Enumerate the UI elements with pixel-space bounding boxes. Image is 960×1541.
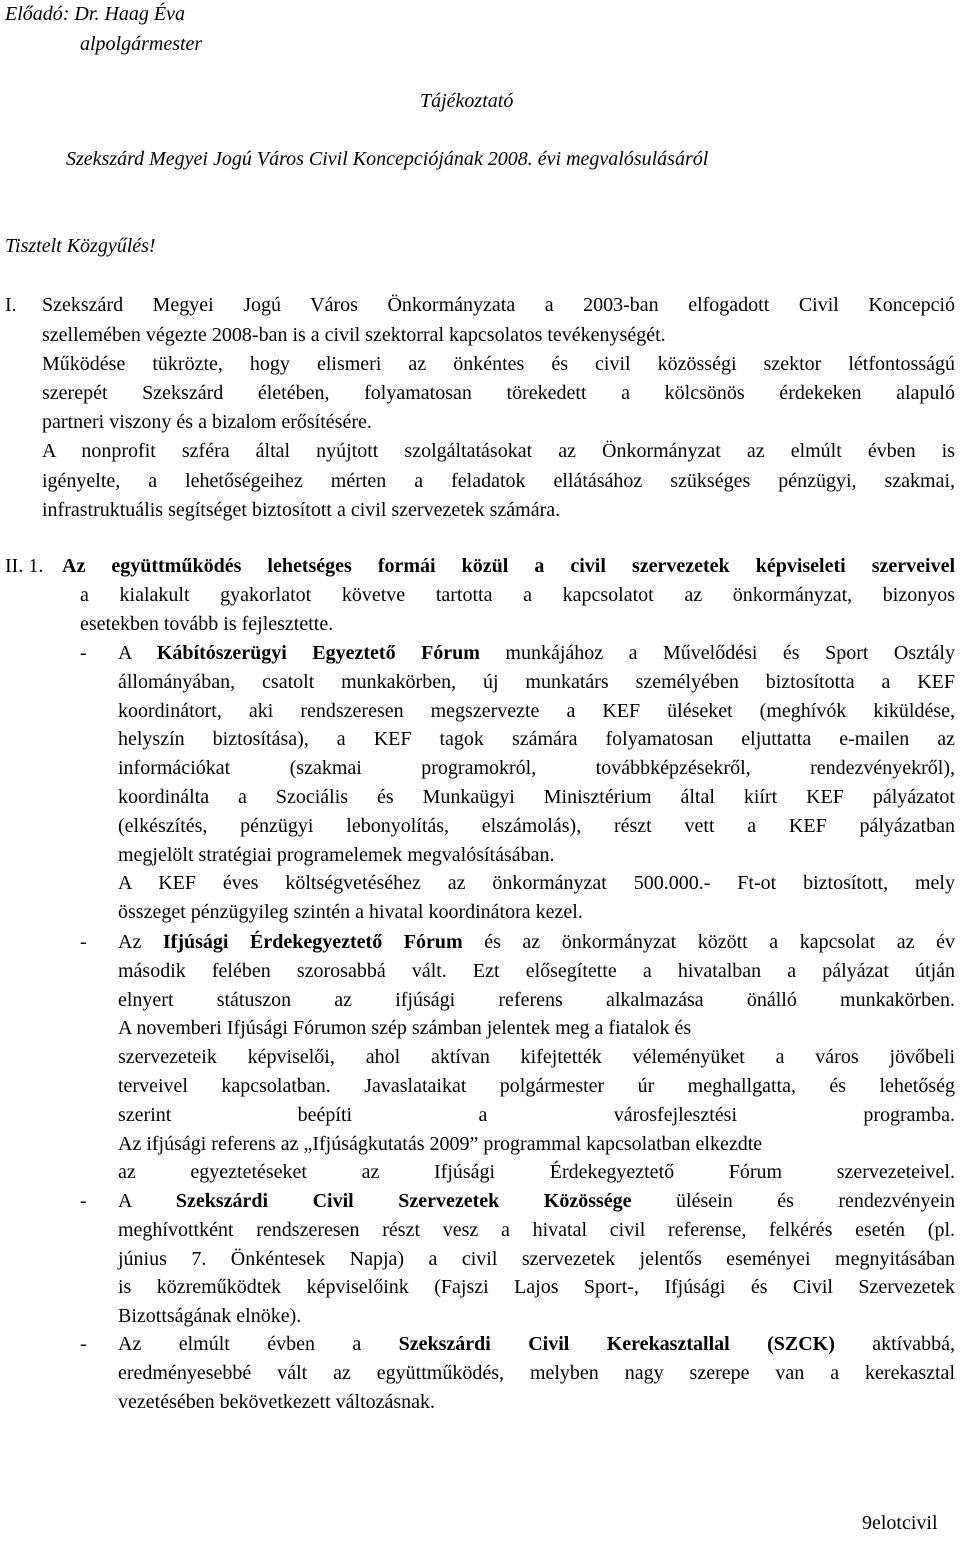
section-1-line: Szekszárd Megyei Jogú Város Önkormányzata a 2003-ban elfogadott Civil Koncepció: [42, 294, 955, 316]
section-2-intro-line: esetekben tovább is fejlesztette.: [80, 613, 334, 636]
bullet-dash: -: [80, 642, 87, 664]
bullet-line: Az ifjúsági referens az „Ifjúságkutatás 2009” programmal kapcsolatban elkezdte: [118, 1132, 763, 1155]
bullet-first-line: [118, 1190, 955, 1213]
bullet-line: koordinálta a Szociális és Munkaügyi Minisztérium által kiírt KEF pályázatot: [118, 786, 955, 808]
presenter-line: Előadó: Dr. Haag Éva: [5, 3, 185, 25]
bullet-line: koordinátort, aki rendszeresen megszervezte a KEF üléseket (meghívók kiküldése,: [118, 699, 955, 722]
bullet-bold-name: Kábítószerügyi Egyeztető Fórum: [156, 642, 480, 664]
bullet-rest-text: aktívabbá,: [834, 1333, 955, 1355]
bullet-rest-text: munkájához a Művelődési és Sport Osztály: [479, 642, 955, 664]
salutation: Tisztelt Közgyűlés!: [5, 235, 156, 257]
bullet-line: az egyeztetéseket az Ifjúsági Érdekegyeztető Fórum szervezeteivel.: [118, 1161, 955, 1184]
bullet-lead-text: A: [118, 1190, 176, 1212]
section-1-line: igényelte, a lehetőségeihez mérten a feladatok ellátásához szükséges pénzügyi, szakmai,: [42, 470, 955, 492]
bullet-line: összeget pénzügyileg szintén a hivatal koordinátora kezel.: [118, 901, 583, 924]
bullet-first-line: [118, 642, 955, 665]
presenter-role: alpolgármester: [80, 33, 203, 55]
bullet-bold-name: Ifjúsági Érdekegyeztető Fórum: [162, 931, 463, 953]
bullet-line: állományában, csatolt munkakörben, új munkatárs személyében biztosította a KEF: [118, 670, 955, 693]
bullet-rest-text: ülésein és rendezvényein: [631, 1190, 955, 1212]
bullet-lead-text: Az: [118, 931, 163, 953]
bullet-line: június 7. Önkéntesek Napja) a civil szervezetek jelentős eseményei megnyitásában: [118, 1247, 955, 1270]
document-title: Szekszárd Megyei Jogú Város Civil Koncepciójának 2008. évi megvalósulásáról: [66, 148, 709, 170]
bullet-line: megjelölt stratégiai programelemek megvalósításában.: [118, 843, 555, 866]
bullet-bold-name: Szekszárdi Civil Szervezetek Közössége: [175, 1190, 632, 1212]
bullet-dash: -: [80, 1190, 87, 1212]
document-kind: Tájékoztató: [420, 90, 514, 112]
section-1-line: infrastruktuális segítséget biztosított a civil szervezetek számára.: [42, 499, 561, 521]
section-1-line: partneri viszony és a bizalom erősítésére.: [42, 411, 372, 433]
section-2-heading: [62, 555, 955, 578]
bullet-line: is közreműködtek képviselőink (Fajszi Lajos Sport-, Ifjúsági és Civil Szervezetek: [118, 1276, 955, 1299]
bullet-line: eredményesebbé vált az együttműködés, melyben nagy szerepe van a kerekasztal: [118, 1361, 955, 1384]
bullet-line: A KEF éves költségvetéséhez az önkormányzat 500.000.- Ft-ot biztosított, mely: [118, 872, 955, 895]
bullet-line: (elkészítés, pénzügyi lebonyolítás, elszámolás), részt vett a KEF pályázatban: [118, 814, 955, 837]
section-1-line: szellemében végezte 2008-ban is a civil szektorral kapcsolatos tevékenységét.: [42, 324, 666, 346]
section-1-marker: I.: [5, 294, 17, 316]
bullet-lead-text: A: [118, 642, 157, 664]
bullet-line: meghívottként rendszeresen részt vesz a hivatal civil referense, felkérés esetén (pl.: [118, 1218, 955, 1241]
bullet-rest-text: és az önkormányzat között a kapcsolat az év: [462, 931, 955, 953]
bullet-bold-name: Szekszárdi Civil Kerekasztallal (SZCK): [398, 1333, 835, 1355]
bullet-line: információkat (szakmai programokról, továbbképzésekről, rendezvényekről),: [118, 757, 955, 780]
bullet-line: második felében szorosabbá vált. Ezt elősegítette a hivatalban a pályázat útján: [118, 959, 955, 982]
bullet-line: A novemberi Ifjúsági Fórumon szép számban jelentek meg a fiatalok és: [118, 1017, 692, 1040]
section-1-line: A nonprofit szféra által nyújtott szolgáltatásokat az Önkormányzat az elmúlt évben is: [42, 440, 955, 462]
bullet-line: terveivel kapcsolatban. Javaslataikat polgármester úr meghallgatta, és lehetőség: [118, 1075, 955, 1097]
bullet-line: szerint beépíti a városfejlesztési programba.: [118, 1103, 955, 1126]
bullet-line: elnyert státuszon az ifjúsági referens alkalmazása önálló munkakörben.: [118, 988, 955, 1011]
page-label: 9elotcivil: [862, 1512, 938, 1534]
bullet-lead-text: Az elmúlt évben a: [118, 1333, 399, 1355]
bullet-line: vezetésében bekövetkezett változásnak.: [118, 1390, 436, 1413]
section-2-intro-line: a kialakult gyakorlatot követve tartotta a kapcsolatot az önkormányzat, bizonyos: [80, 584, 955, 606]
bullet-line: Bizottságának elnöke).: [118, 1305, 302, 1328]
bullet-line: helyszín biztosítása), a KEF tagok számára folyamatosan eljuttatta e-mailen az: [118, 728, 955, 751]
section-1-line: szerepét Szekszárd életében, folyamatosan törekedett a kölcsönös érdekeken alapuló: [42, 382, 955, 404]
bullet-first-line: [118, 931, 955, 954]
section-2-marker: II. 1.: [5, 555, 44, 577]
bullet-line: szervezeteik képviselői, ahol aktívan kifejtették véleményüket a város jövőbeli: [118, 1046, 955, 1069]
bullet-first-line: [118, 1333, 955, 1356]
section-2-heading-text: Az együttműködés lehetséges formái közül a civil szervezetek képviseleti szerveivel: [62, 555, 955, 577]
bullet-dash: -: [80, 1333, 87, 1355]
section-1-line: Működése tükrözte, hogy elismeri az önkéntes és civil közösségi szektor létfontosságú: [42, 353, 955, 375]
bullet-dash: -: [80, 931, 87, 953]
